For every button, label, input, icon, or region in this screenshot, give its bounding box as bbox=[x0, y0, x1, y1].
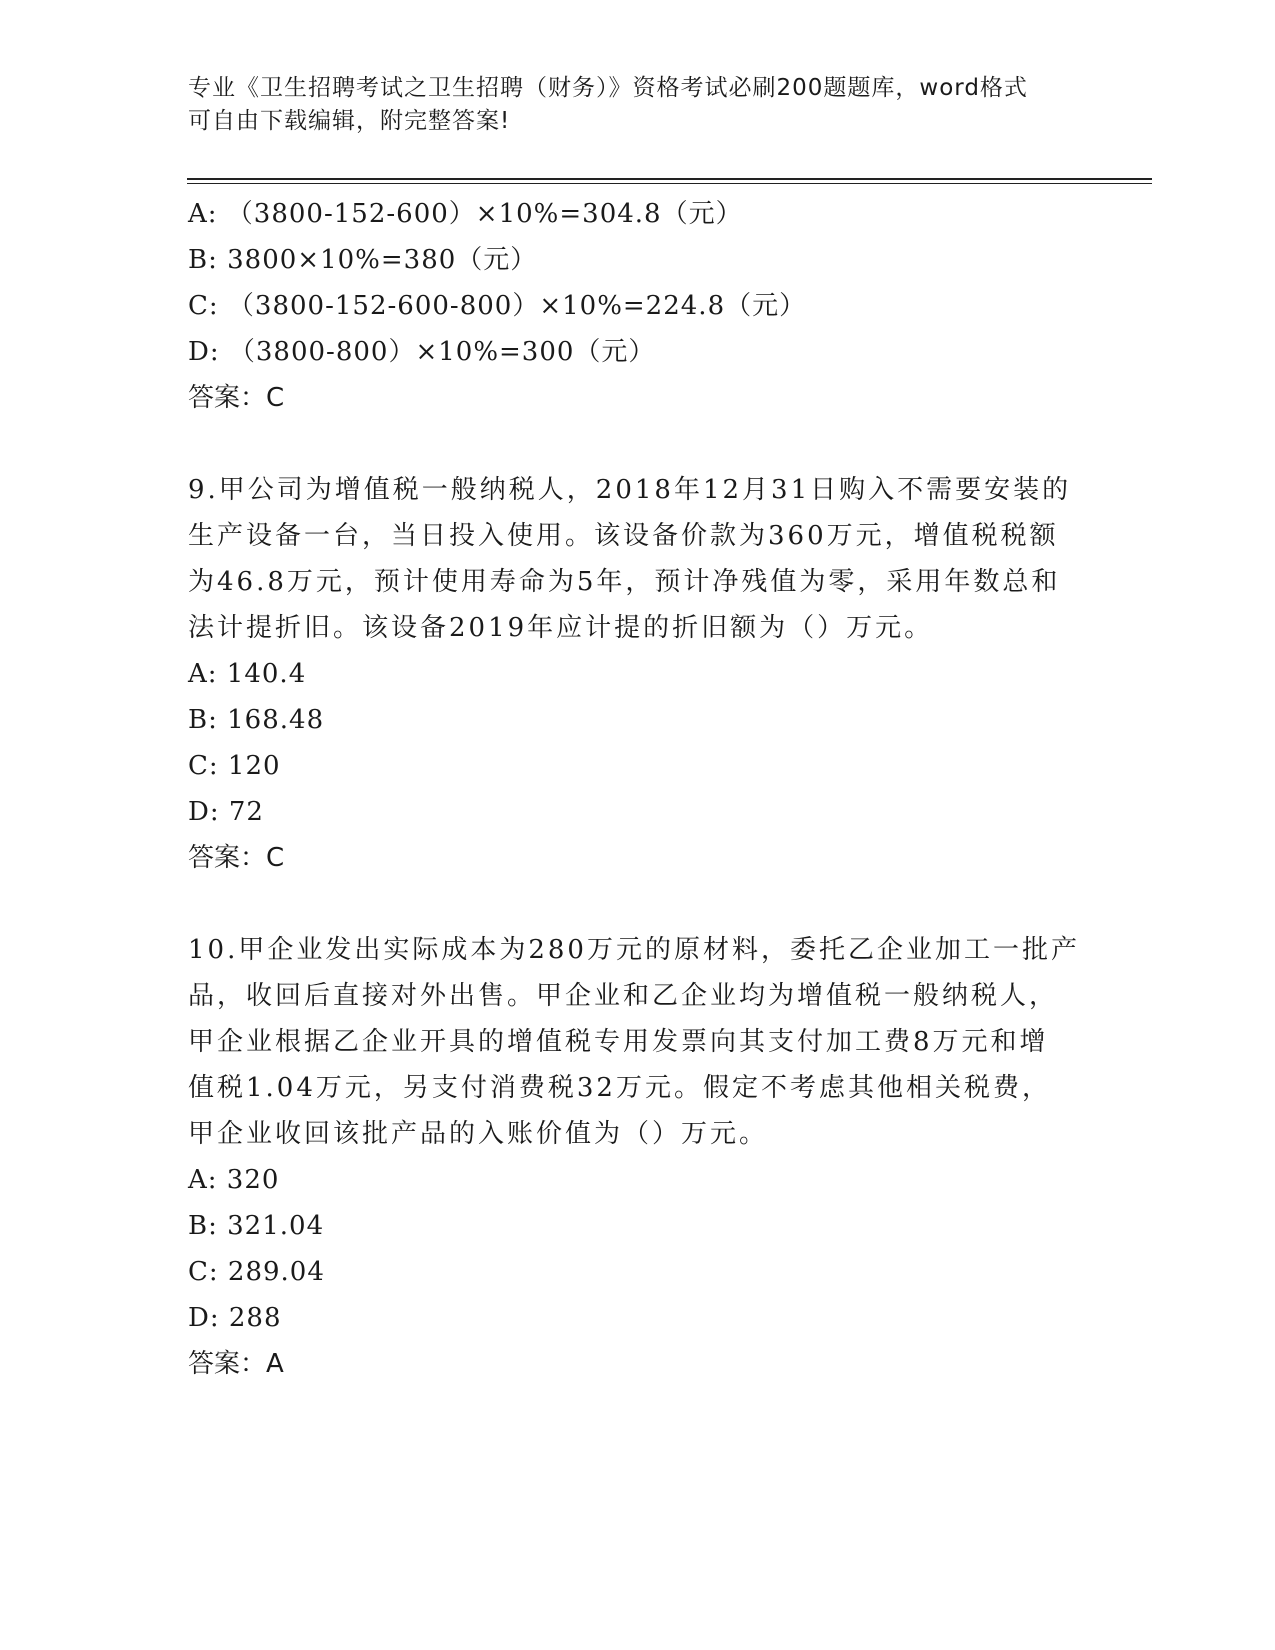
header-divider bbox=[187, 178, 1152, 180]
option-b: B: 168.48 bbox=[188, 705, 325, 735]
question-10-options bbox=[188, 1157, 1088, 1341]
question-line: 品，收回后直接对外出售。甲企业和乙企业均为增值税一般纳税人， bbox=[188, 981, 1059, 1011]
option-b: B: 321.04 bbox=[188, 1211, 325, 1241]
option-c: C: 289.04 bbox=[188, 1257, 325, 1287]
option-d: D: （3800-800）×10%=300（元） bbox=[188, 337, 656, 367]
question-line: 生产设备一台，当日投入使用。该设备价款为360万元，增值税税额 bbox=[188, 521, 1059, 551]
question-line: 为46.8万元，预计使用寿命为5年，预计净残值为零，采用年数总和 bbox=[188, 567, 1061, 597]
question-9-answer: 答案：C bbox=[188, 843, 285, 873]
question-line: 甲企业根据乙企业开具的增值税专用发票向其支付加工费8万元和增 bbox=[188, 1027, 1049, 1057]
question-line: 甲企业收回该批产品的入账价值为（）万元。 bbox=[188, 1119, 769, 1149]
option-c: C: 120 bbox=[188, 751, 281, 781]
option-a: A: 320 bbox=[188, 1165, 280, 1195]
header-line-1: 专业《卫生招聘考试之卫生招聘（财务）》资格考试必刷200题题库，word格式 bbox=[188, 75, 1028, 101]
document-header bbox=[188, 72, 1068, 138]
option-d: D: 72 bbox=[188, 797, 264, 827]
option-a: A: 140.4 bbox=[188, 659, 307, 689]
question-10-answer: 答案：A bbox=[188, 1349, 284, 1379]
document-body bbox=[188, 191, 1088, 1387]
question-8-options bbox=[188, 191, 1088, 375]
question-9-text bbox=[188, 467, 1088, 651]
header-line-2: 可自由下载编辑，附完整答案! bbox=[188, 108, 511, 134]
question-9-options bbox=[188, 651, 1088, 835]
header-divider-thin bbox=[187, 183, 1152, 184]
question-line: 值税1.04万元，另支付消费税32万元。假定不考虑其他相关税费， bbox=[188, 1073, 1051, 1103]
question-line: 法计提折旧。该设备2019年应计提的折旧额为（）万元。 bbox=[188, 613, 934, 643]
option-d: D: 288 bbox=[188, 1303, 282, 1333]
option-b: B: 3800×10%=380（元） bbox=[188, 245, 538, 275]
spacer bbox=[188, 881, 1088, 927]
question-10-text bbox=[188, 927, 1088, 1157]
spacer bbox=[188, 421, 1088, 467]
question-line: 9.甲公司为增值税一般纳税人，2018年12月31日购入不需要安装的 bbox=[188, 475, 1072, 505]
question-8-answer: 答案：C bbox=[188, 383, 285, 413]
question-line: 10.甲企业发出实际成本为280万元的原材料，委托乙企业加工一批产 bbox=[188, 935, 1080, 965]
option-a: A: （3800-152-600）×10%=304.8（元） bbox=[188, 199, 743, 229]
option-c: C: （3800-152-600-800）×10%=224.8（元） bbox=[188, 291, 807, 321]
